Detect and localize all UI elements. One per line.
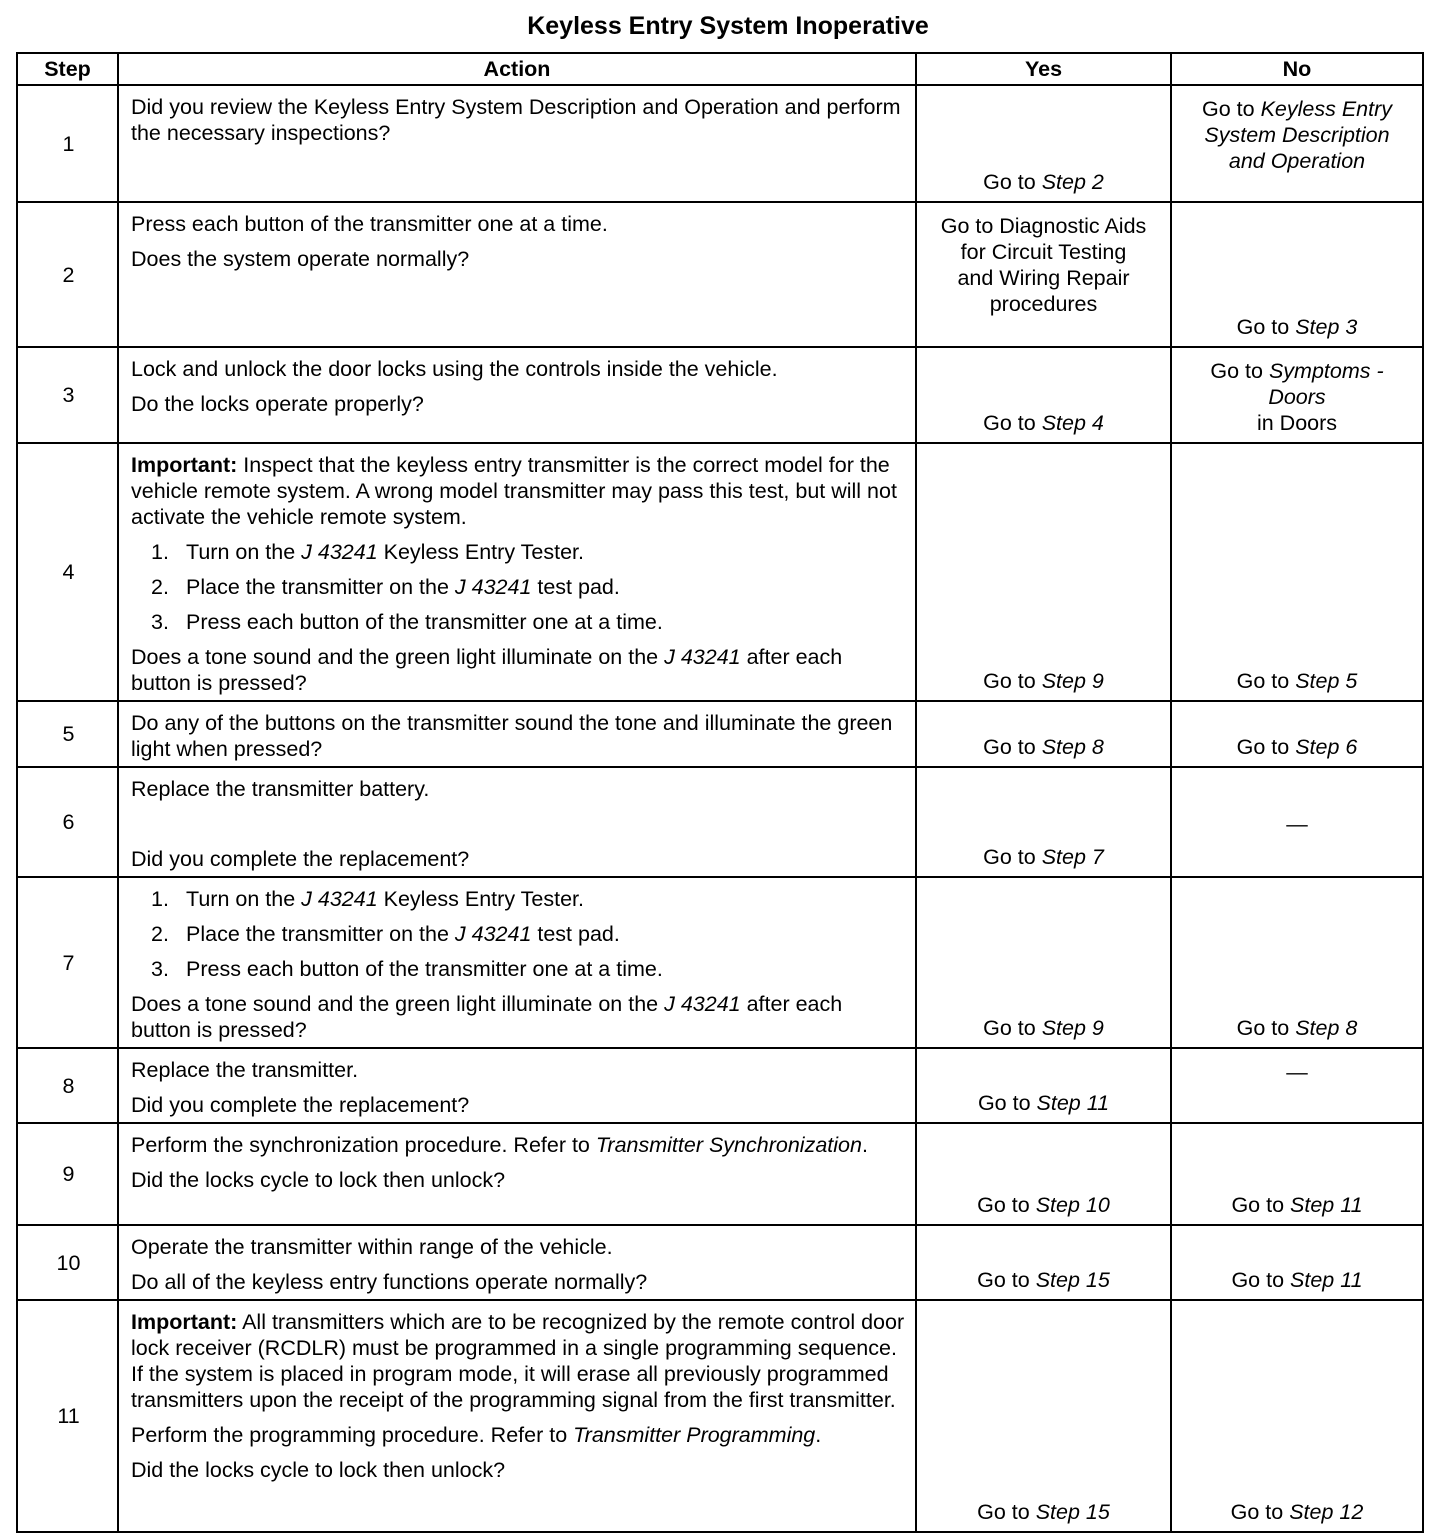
spacer	[131, 811, 905, 837]
yes-cell	[916, 1048, 1171, 1123]
text-segment: Place the transmitter on the	[186, 922, 455, 946]
no-line	[1178, 1015, 1416, 1041]
text-segment: J 43241	[301, 540, 378, 564]
no-cell	[1171, 1300, 1423, 1532]
text-segment: .	[815, 1423, 822, 1447]
no-line	[1178, 734, 1416, 760]
text-segment: Important:	[131, 1310, 238, 1334]
action-cell	[118, 85, 916, 202]
no-cell	[1171, 701, 1423, 767]
yes-line	[923, 668, 1164, 694]
text-segment: Operate the transmitter within range of the vehicle.	[131, 1235, 613, 1259]
text-segment: Do all of the keyless entry functions operate normally?	[131, 1270, 648, 1294]
text-segment: Go to	[977, 1500, 1036, 1524]
yes-line	[923, 1015, 1164, 1041]
no-cell	[1171, 85, 1423, 202]
step-number: 2	[17, 202, 118, 347]
action-cell	[118, 202, 916, 347]
table-row	[17, 1300, 1423, 1532]
paragraph	[131, 776, 905, 802]
text-segment: Go to	[1202, 97, 1261, 121]
text-segment: Press each button of the transmitter one at a time.	[186, 957, 663, 981]
no-line	[1178, 410, 1416, 436]
text-segment: Step 11	[1290, 1268, 1363, 1292]
text-segment: Does the system operate normally?	[131, 247, 470, 271]
text-segment: Go to	[1230, 1500, 1290, 1524]
paragraph	[131, 452, 905, 530]
paragraph	[131, 1234, 905, 1260]
text-segment: test pad.	[531, 575, 620, 599]
yes-line	[923, 169, 1164, 195]
step-number: 10	[17, 1225, 118, 1300]
text-segment: Keyless Entry	[1260, 97, 1392, 121]
text-segment: Step 12	[1289, 1500, 1364, 1524]
text-segment: Perform the programming procedure. Refer to	[131, 1423, 574, 1447]
paragraph	[131, 1132, 905, 1158]
yes-cell	[916, 1300, 1171, 1532]
table-row	[17, 443, 1423, 701]
text-segment: Go to	[977, 1268, 1036, 1292]
yes-cell	[916, 443, 1171, 701]
text-segment: in Doors	[1256, 411, 1338, 435]
text-segment: Keyless Entry Tester.	[377, 540, 584, 564]
item-number: 1.	[151, 887, 169, 911]
step-number: 7	[17, 877, 118, 1048]
text-segment: Does a tone sound and the green light illuminate on the	[131, 645, 665, 669]
text-segment: Step 9	[1041, 669, 1104, 693]
text-segment: Go to	[1231, 1193, 1291, 1217]
no-cell	[1171, 443, 1423, 701]
text-segment: Step 4	[1041, 411, 1104, 435]
step-number: 3	[17, 347, 118, 443]
step-number: 8	[17, 1048, 118, 1123]
no-cell	[1171, 877, 1423, 1048]
text-segment: Do any of the buttons on the transmitter sound the tone and illuminate the green light when pressed?	[131, 711, 893, 761]
text-segment: Step 15	[1035, 1500, 1110, 1524]
text-segment: Go to	[1236, 1016, 1296, 1040]
yes-line	[923, 1090, 1164, 1116]
no-line	[1178, 314, 1416, 340]
paragraph	[131, 1309, 905, 1413]
yes-cell	[916, 767, 1171, 877]
text-segment: Step 15	[1035, 1268, 1110, 1292]
text-segment: All transmitters which are to be recognized by the remote control door lock receiver (RCDLR) must be programmed in a single programming sequence. If the system is placed in program mode, it will erase all previously programmed transmitters upon the receipt of the programming signal from the first transmitter.	[131, 1310, 905, 1412]
numbered-item	[131, 886, 905, 912]
item-number: 3.	[151, 957, 169, 981]
text-segment: —	[1286, 812, 1308, 836]
text-segment: Step 6	[1295, 735, 1358, 759]
text-segment: Step 10	[1035, 1193, 1110, 1217]
action-cell	[118, 701, 916, 767]
table-row	[17, 877, 1423, 1048]
paragraph	[131, 356, 905, 382]
text-segment: Lock and unlock the door locks using the controls inside the vehicle.	[131, 357, 778, 381]
no-line	[1178, 1499, 1416, 1525]
text-segment: Step 11	[1290, 1193, 1363, 1217]
text-segment: Go to Diagnostic Aids	[940, 214, 1147, 238]
item-number: 1.	[151, 540, 169, 564]
paragraph	[131, 1422, 905, 1448]
paragraph	[131, 94, 905, 146]
table-header-row	[17, 53, 1423, 85]
no-cell	[1171, 202, 1423, 347]
no-line	[1178, 811, 1416, 837]
text-segment: Go to	[983, 411, 1042, 435]
text-segment: Step 5	[1295, 669, 1358, 693]
text-segment: Turn on the	[186, 540, 302, 564]
numbered-item	[131, 539, 905, 565]
no-line	[1178, 668, 1416, 694]
text-segment: Press each button of the transmitter one at a time.	[131, 212, 608, 236]
paragraph	[131, 644, 905, 696]
text-segment: Do the locks operate properly?	[131, 392, 424, 416]
text-segment: Transmitter Synchronization	[595, 1133, 862, 1157]
yes-line	[923, 213, 1164, 239]
text-segment: Go to	[977, 1091, 1037, 1115]
text-segment: Go to	[983, 170, 1042, 194]
numbered-item	[131, 609, 905, 635]
text-segment: Go to	[977, 1193, 1036, 1217]
yes-cell	[916, 1225, 1171, 1300]
paragraph	[131, 1092, 905, 1118]
text-segment: Inspect that the keyless entry transmitter is the correct model for the vehicle remote system. A wrong model transmitter may pass this test, but will not activate the vehicle remote system.	[131, 453, 897, 529]
table-row	[17, 701, 1423, 767]
yes-line	[923, 239, 1164, 265]
text-segment: Step 2	[1041, 170, 1104, 194]
text-segment: Did you review the Keyless Entry System Description and Operation and perform the necessary inspections?	[131, 95, 901, 145]
step-number: 4	[17, 443, 118, 701]
text-segment: Go to	[983, 1016, 1042, 1040]
action-cell	[118, 1048, 916, 1123]
text-segment: after each button is pressed?	[131, 645, 843, 695]
text-segment: Go to	[1236, 669, 1296, 693]
text-segment: Did you complete the replacement?	[131, 847, 470, 871]
paragraph	[131, 246, 905, 272]
text-segment: Go to	[983, 669, 1042, 693]
no-line	[1178, 122, 1416, 148]
action-cell	[118, 347, 916, 443]
numbered-item	[131, 956, 905, 982]
no-line	[1178, 148, 1416, 174]
no-line	[1178, 384, 1416, 410]
yes-line	[923, 291, 1164, 317]
text-segment: Go to	[1231, 1268, 1291, 1292]
action-cell	[118, 767, 916, 877]
no-line	[1178, 96, 1416, 122]
text-segment: Go to	[1236, 735, 1296, 759]
paragraph	[131, 846, 905, 872]
text-segment: Step 3	[1295, 315, 1358, 339]
text-segment: and Operation	[1228, 149, 1366, 173]
yes-cell	[916, 701, 1171, 767]
text-segment: Replace the transmitter battery.	[131, 777, 430, 801]
text-segment: and Wiring Repair	[957, 266, 1130, 290]
text-segment: J 43241	[454, 922, 532, 946]
no-line	[1178, 1267, 1416, 1293]
no-line	[1178, 1192, 1416, 1218]
text-segment: Did you complete the replacement?	[131, 1093, 470, 1117]
yes-cell	[916, 347, 1171, 443]
table-row	[17, 85, 1423, 202]
text-segment: Step 8	[1041, 735, 1104, 759]
text-segment: Keyless Entry Tester.	[377, 887, 584, 911]
item-number: 2.	[151, 575, 169, 599]
text-segment: Replace the transmitter.	[131, 1058, 359, 1082]
text-segment: Go to	[983, 845, 1042, 869]
text-segment: J 43241	[301, 887, 378, 911]
table-row	[17, 1123, 1423, 1225]
text-segment: Doors	[1268, 385, 1326, 409]
paragraph	[131, 1167, 905, 1193]
text-segment: J 43241	[664, 992, 741, 1016]
paragraph	[131, 391, 905, 417]
text-segment: Press each button of the transmitter one at a time.	[186, 610, 663, 634]
no-cell	[1171, 767, 1423, 877]
text-segment: Step 8	[1295, 1016, 1358, 1040]
paragraph	[131, 1269, 905, 1295]
item-number: 3.	[151, 610, 169, 634]
text-segment: Go to	[1236, 315, 1296, 339]
step-number: 6	[17, 767, 118, 877]
step-number: 1	[17, 85, 118, 202]
text-segment: Does a tone sound and the green light illuminate on the	[131, 992, 665, 1016]
table-row	[17, 347, 1423, 443]
table-row	[17, 202, 1423, 347]
page-title: Keyless Entry System Inoperative	[527, 12, 929, 40]
text-segment: System Description	[1204, 123, 1390, 147]
no-cell	[1171, 347, 1423, 443]
yes-cell	[916, 202, 1171, 347]
no-line	[1178, 358, 1416, 384]
paragraph	[131, 710, 905, 762]
paragraph	[131, 1457, 905, 1483]
text-segment: Go to	[983, 735, 1042, 759]
text-segment: Did the locks cycle to lock then unlock?	[131, 1458, 506, 1482]
text-segment: Important:	[131, 453, 238, 477]
action-cell	[118, 877, 916, 1048]
text-segment: .	[861, 1133, 868, 1157]
header-action: Action	[118, 53, 916, 85]
step-number: 9	[17, 1123, 118, 1225]
no-cell	[1171, 1225, 1423, 1300]
text-segment: Transmitter Programming	[573, 1423, 816, 1447]
paragraph	[131, 1057, 905, 1083]
yes-line	[923, 265, 1164, 291]
header-no: No	[1171, 53, 1423, 85]
text-segment: Step 9	[1041, 1016, 1104, 1040]
item-number: 2.	[151, 922, 169, 946]
step-number: 5	[17, 701, 118, 767]
yes-line	[923, 1192, 1164, 1218]
header-step: Step	[17, 53, 118, 85]
no-cell	[1171, 1123, 1423, 1225]
text-segment: Symptoms -	[1268, 359, 1384, 383]
numbered-item	[131, 921, 905, 947]
text-segment: Perform the synchronization procedure. Refer to	[131, 1133, 596, 1157]
diagnostic-table	[16, 52, 1424, 1533]
yes-cell	[916, 1123, 1171, 1225]
text-segment: —	[1286, 1060, 1308, 1084]
action-cell	[118, 443, 916, 701]
yes-cell	[916, 85, 1171, 202]
text-segment: Place the transmitter on the	[186, 575, 455, 599]
table-row	[17, 767, 1423, 877]
text-segment: Turn on the	[186, 887, 302, 911]
numbered-item	[131, 574, 905, 600]
action-cell	[118, 1300, 916, 1532]
table-row	[17, 1225, 1423, 1300]
yes-line	[923, 1267, 1164, 1293]
yes-line	[923, 844, 1164, 870]
yes-cell	[916, 877, 1171, 1048]
text-segment: J 43241	[454, 575, 532, 599]
text-segment: Step 11	[1036, 1091, 1110, 1115]
yes-line	[923, 410, 1164, 436]
text-segment: test pad.	[531, 922, 620, 946]
text-segment: procedures	[989, 292, 1098, 316]
text-segment: J 43241	[664, 645, 741, 669]
text-segment: Did the locks cycle to lock then unlock?	[131, 1168, 506, 1192]
text-segment: for Circuit Testing	[960, 240, 1127, 264]
text-segment: after each button is pressed?	[131, 992, 843, 1042]
table-row	[17, 1048, 1423, 1123]
step-number: 11	[17, 1300, 118, 1532]
action-cell	[118, 1123, 916, 1225]
paragraph	[131, 211, 905, 237]
yes-line	[923, 1499, 1164, 1525]
action-cell	[118, 1225, 916, 1300]
no-line	[1178, 1059, 1416, 1085]
paragraph	[131, 991, 905, 1043]
text-segment: Go to	[1210, 359, 1269, 383]
header-yes: Yes	[916, 53, 1171, 85]
text-segment: Step 7	[1041, 845, 1104, 869]
yes-line	[923, 734, 1164, 760]
no-cell	[1171, 1048, 1423, 1123]
